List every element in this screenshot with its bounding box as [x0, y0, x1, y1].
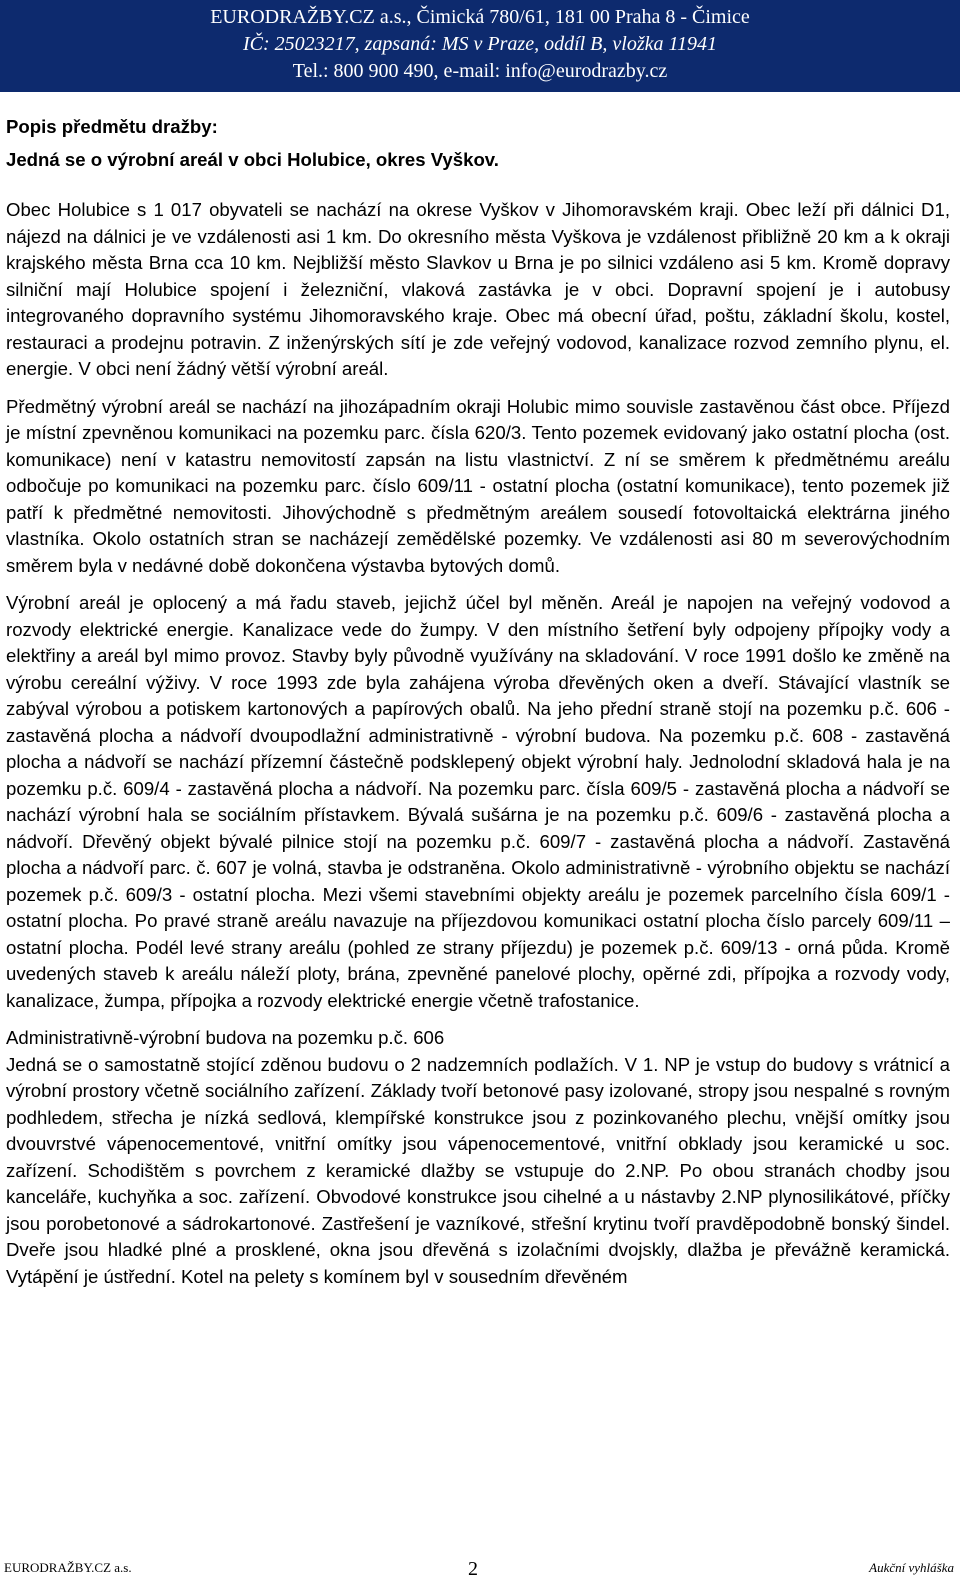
paragraph-municipality: Obec Holubice s 1 017 obyvateli se nachází na okrese Vyškov v Jihomoravském kraji. Obec leží při dálnici D1, nájezd na dálnici je ve vzdálenosti asi 1 km. Do okresního města Vyškova je vzdálenost přibližně 20 km a k okraji krajského města Brna cca 10 km. Nejbližší město Slavkov u Brna je po silnici vzdáleno asi 5 km. Kromě dopravy silniční mají Holubice spojení i železniční, vlaková zastávka je v obci. Dopravní spojení je i autobusy integrovaného dopravního systému Jihomoravského kraje. Obec má obecní úřad, poštu, základní školu, kostel, restauraci a prodejnu potravin. Z inženýrských sítí je zde veřejný vodovod, kanalizace rozvod zemního plynu, el. energie. V obci není žádný větší výrobní areál. [6, 199, 950, 379]
page-header [0, 0, 960, 92]
document-body [6, 114, 950, 1301]
paragraph-complex: Výrobní areál je oplocený a má řadu staveb, jejichž účel byl měněn. Areál je napojen na veřejný vodovod a rozvody elektrické energie. Kanalizace vede do žumpy. V den místního šetření byly odpojeny přípojky vody a elektřiny a areál byl mimo provoz. Stavby byly původně využívány na skladování. V roce 1991 došlo ke změně na výrobu cereální výživy. V roce 1993 zde byla zahájena výroba dřevěných oken a dveří. Stávající vlastník se zabýval výrobou a potiskem kartonových a papírových obalů. Na jeho přední straně stojí na pozemku p.č. 606 - zastavěná plocha a nádvoří dvoupodlažní administrativně - výrobní budova. Na pozemku p.č. 608 - zastavěná plocha a nádvoří se nachází přízemní částečně podsklepený objekt výrobní haly. Jednolodní skladová hala je na pozemku p.č. 609/4 - zastavěná plocha a nádvoří. Na pozemku parc. čísla 609/5 - zastavěná plocha a nádvoří se nachází výrobní hala se sociálním přístavkem. Bývalá sušárna je na pozemku p.č. 609/6 - zastavěná plocha a nádvoří. Dřevěný objekt bývalé pilnice stojí na pozemku p.č. 609/7 - zastavěná plocha a nádvoří. Zastavěná plocha a nádvoří parc. č. 607 je volná, stavba je odstraněna. Okolo administrativně - výrobního objektu se nachází pozemek p.č. 609/3 - ostatní plocha. Mezi všemi stavebními objekty areálu je pozemek parcelního čísla 609/1 - ostatní plocha. Po pravé straně areálu navazuje na příjezdovou komunikaci ostatní plocha číslo parcely 609/11 – ostatní plocha. Podél levé strany areálu (pohled ze strany příjezdu) je pozemek p.č. 609/13 - orná půda. Kromě uvedených staveb k areálu náleží ploty, brána, zpevněné panelové plochy, opěrné zdi, přípojka a rozvody vody, kanalizace, žumpa, přípojka a rozvody elektrické energie včetně trafostanice. [6, 592, 950, 1011]
page-footer [0, 1556, 960, 1581]
subject-heading: Jedná se o výrobní areál v obci Holubice, okres Vyškov. [6, 148, 499, 170]
header-contact-line: Tel.: 800 900 490, e-mail: info@eurodrazby.cz [292, 60, 668, 82]
footer-document-type: Aukční vyhláška [869, 1560, 954, 1575]
paragraph-building-description: Jedná se o samostatně stojící zděnou budovu o 2 nadzemních podlažích. V 1. NP je vstup do budovy s vrátnicí a výrobní prostory včetně sociálního zařízení. Základy tvoří betonové pasy izolované, stropy jsou nespalné s rovným podhledem, střecha je nízká sedlová, klempířské konstrukce jsou z pozinkovaného plechu, vnější omítky jsou dvouvrstvé vápenocementové, vnitřní omítky jsou vápenocementové, vnitřní obklady jsou keramické u soc. zařízení. Schodištěm s povrchem z keramické dlažby se vstupuje do 2.NP. Po obou stranách chodby jsou kanceláře, kuchyňka a soc. zařízení. Obvodové konstrukce jsou cihelné a u nástavby 2.NP plynosilikátové, příčky jsou porobetonové a sádrokartonové. Zastřešení je vazníkové, střešní krytinu tvoří pravděpodobně bonský šindel. Dveře jsou hladké plné a prosklené, okna jsou dřevěná s izolačními dvojskly, dlažba je převážně keramická. Vytápění je ústřední. Kotel na pelety s komínem byl v sousedním dřevěném [6, 1053, 950, 1287]
paragraph-location: Předmětný výrobní areál se nachází na jihozápadním okraji Holubic mimo souvisle zastavěnou část obce. Příjezd je místní zpevněnou komunikaci na pozemku parc. čísla 620/3. Tento pozemek evidovaný jako ostatní plocha (ost. komunikace) není v katastru nemovitostí zapsán na listu vlastnictví. Z ní se směrem k předmětnému areálu odbočuje po komunikaci na pozemku parc. číslo 609/11 - ostatní plocha (ostatní komunikace), tento pozemek již patří k předmětné nemovitosti. Jihovýchodně s předmětným areálem sousedí fotovoltaická elektrárna jiného vlastníka. Okolo ostatních stran se nacházejí zemědělské pozemky. Ve vzdálenosti asi 80 m severovýchodním směrem byla v nedávné době dokončena výstavba bytových domů. [6, 395, 950, 576]
section-heading: Popis předmětu dražby: [6, 116, 218, 137]
header-registration-line: IČ: 25023217, zapsaná: MS v Praze, oddíl B, vložka 11941 [242, 33, 718, 55]
page-number: 2 [468, 1558, 478, 1580]
paragraph-building-title: Administrativně-výrobní budova na pozemku p.č. 606 [6, 1027, 445, 1048]
footer-company: EURODRAŽBY.CZ a.s. [4, 1560, 132, 1575]
header-company-line: EURODRAŽBY.CZ a.s., Čimická 780/61, 181 00 Praha 8 - Čimice [210, 6, 750, 28]
